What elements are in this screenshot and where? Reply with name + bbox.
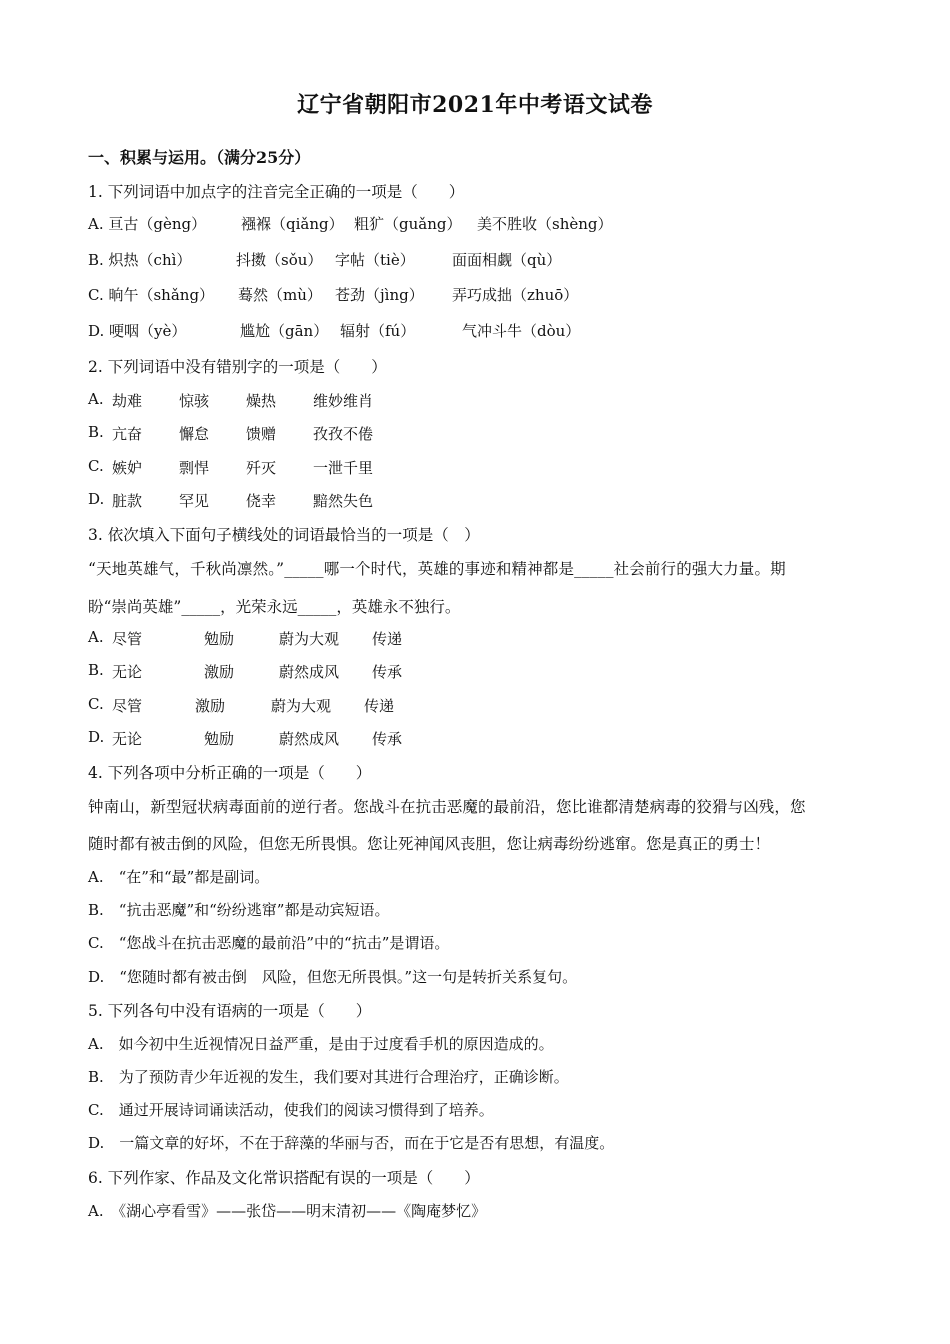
question-4-option-c: C. “您战斗在抗击恶魔的最前沿”中的“抗击”是谓语。 — [88, 934, 450, 952]
question-4-passage-line-2: 随时都有被击倒的风险，但您无所畏惧。您让死神闻风丧胆，您让病毒纷纷逃窜。您是真正的勇士！ — [88, 835, 771, 853]
question-3-passage-line-2: 盼“崇尚英雄”_____，光荣永远_____，英雄永不独行。 — [88, 598, 461, 616]
question-4-option-b: B. “抗击恶魔”和“纷纷逃窜”都是动宾短语。 — [88, 901, 390, 919]
question-5-option-c: C. 通过开展诗词诵读活动，使我们的阅读习惯得到了培养。 — [88, 1101, 494, 1119]
option-letter: D. — [88, 490, 105, 508]
option-cell: 勉励 — [204, 730, 235, 748]
question-3-passage-line-1: “天地英雄气，千秋尚凛然。”_____哪一个时代，英雄的事迹和精神都是_____社会前行的强大力量。期 — [88, 560, 786, 578]
option-cell: 气冲斗牛（dòu） — [462, 322, 581, 340]
option-cell: 馈赠 — [246, 425, 277, 443]
question-4-stem: 4. 下列各项中分析正确的一项是（ ） — [88, 764, 372, 782]
option-cell: 勉励 — [204, 630, 235, 648]
option-cell: 激励 — [204, 663, 235, 681]
option-cell: 孜孜不倦 — [313, 425, 374, 443]
option-cell: 亢奋 — [112, 425, 143, 443]
option-cell: C. 晌午（shǎng） — [88, 286, 215, 304]
option-cell: 歼灭 — [246, 459, 277, 477]
option-cell: 惊骇 — [179, 392, 210, 410]
question-5-option-a: A. 如今初中生近视情况日益严重，是由于过度看手机的原因造成的。 — [88, 1035, 554, 1053]
option-cell: 传递 — [364, 697, 395, 715]
option-cell: 蓦然（mù） — [238, 286, 322, 304]
question-6-option-a: A. 《湖心亭看雪》——张岱——明末清初——《陶庵梦忆》 — [88, 1202, 487, 1220]
option-cell: 传承 — [372, 730, 403, 748]
option-cell: 黯然失色 — [313, 492, 374, 510]
question-4-option-a: A. “在”和“最”都是副词。 — [88, 868, 270, 886]
question-3-stem: 3. 依次填入下面句子横线处的词语最恰当的一项是（ ） — [88, 526, 480, 544]
option-cell: 粗犷（guǎng） — [354, 215, 462, 233]
option-cell: 维妙维肖 — [313, 392, 374, 410]
option-cell: 弄巧成拙（zhuō） — [452, 286, 579, 304]
option-cell: 罕见 — [179, 492, 210, 510]
option-cell: 蔚为大观 — [271, 697, 332, 715]
option-cell: 剽悍 — [179, 459, 210, 477]
option-cell: 嫉妒 — [112, 459, 143, 477]
option-cell: 字帖（tiè） — [335, 251, 415, 269]
option-cell: 无论 — [112, 730, 143, 748]
question-1-stem: 1. 下列词语中加点字的注音完全正确的一项是（ ） — [88, 183, 465, 201]
option-cell: 劫难 — [112, 392, 143, 410]
option-letter: C. — [88, 695, 104, 713]
option-cell: 尽管 — [112, 630, 143, 648]
option-cell: A. 亘古（gèng） — [88, 215, 207, 233]
question-2-stem: 2. 下列词语中没有错别字的一项是（ ） — [88, 358, 387, 376]
option-cell: 激励 — [195, 697, 226, 715]
option-cell: 辐射（fú） — [340, 322, 416, 340]
option-letter: C. — [88, 457, 104, 475]
question-5-option-d: D. 一篇文章的好坏，不在于辞藻的华丽与否，而在于它是否有思想，有温度。 — [88, 1134, 615, 1152]
option-cell: 脏款 — [112, 492, 143, 510]
option-cell: 燥热 — [246, 392, 277, 410]
option-letter: D. — [88, 728, 105, 746]
option-cell: 抖擞（sǒu） — [236, 251, 323, 269]
option-cell: 苍劲（jìng） — [335, 286, 424, 304]
option-cell: 尽管 — [112, 697, 143, 715]
option-cell: 蔚然成风 — [279, 730, 340, 748]
option-cell: 传承 — [372, 663, 403, 681]
option-cell: 尴尬（gān） — [240, 322, 329, 340]
question-6-stem: 6. 下列作家、作品及文化常识搭配有误的一项是（ ） — [88, 1169, 480, 1187]
option-cell: 美不胜收（shèng） — [477, 215, 613, 233]
option-cell: 懈怠 — [179, 425, 210, 443]
section-heading: 一、积累与运用。（满分25分） — [88, 148, 311, 167]
question-4-option-d: D. “您随时都有被击倒 风险，但您无所畏惧。”这一句是转折关系复句。 — [88, 968, 578, 986]
question-5-stem: 5. 下列各句中没有语病的一项是（ ） — [88, 1002, 372, 1020]
question-5-option-b: B. 为了预防青少年近视的发生，我们要对其进行合理治疗，正确诊断。 — [88, 1068, 569, 1086]
option-letter: A. — [88, 628, 104, 646]
option-cell: 襁褓（qiǎng） — [241, 215, 344, 233]
page-title: 辽宁省朝阳市2021年中考语文试卷 — [297, 92, 653, 118]
option-cell: 蔚为大观 — [279, 630, 340, 648]
option-cell: 传递 — [372, 630, 403, 648]
option-cell: 侥幸 — [246, 492, 277, 510]
option-cell: 面面相觑（qù） — [452, 251, 562, 269]
question-4-passage-line-1: 钟南山，新型冠状病毒面前的逆行者。您战斗在抗击恶魔的最前沿，您比谁都清楚病毒的狡猾与凶残，您 — [88, 798, 806, 816]
option-cell: 无论 — [112, 663, 143, 681]
option-cell: D. 哽咽（yè） — [88, 322, 187, 340]
option-letter: B. — [88, 423, 104, 441]
option-cell: 一泄千里 — [313, 459, 374, 477]
option-cell: 蔚然成风 — [279, 663, 340, 681]
option-letter: B. — [88, 661, 104, 679]
option-letter: A. — [88, 390, 104, 408]
option-cell: B. 炽热（chì） — [88, 251, 192, 269]
